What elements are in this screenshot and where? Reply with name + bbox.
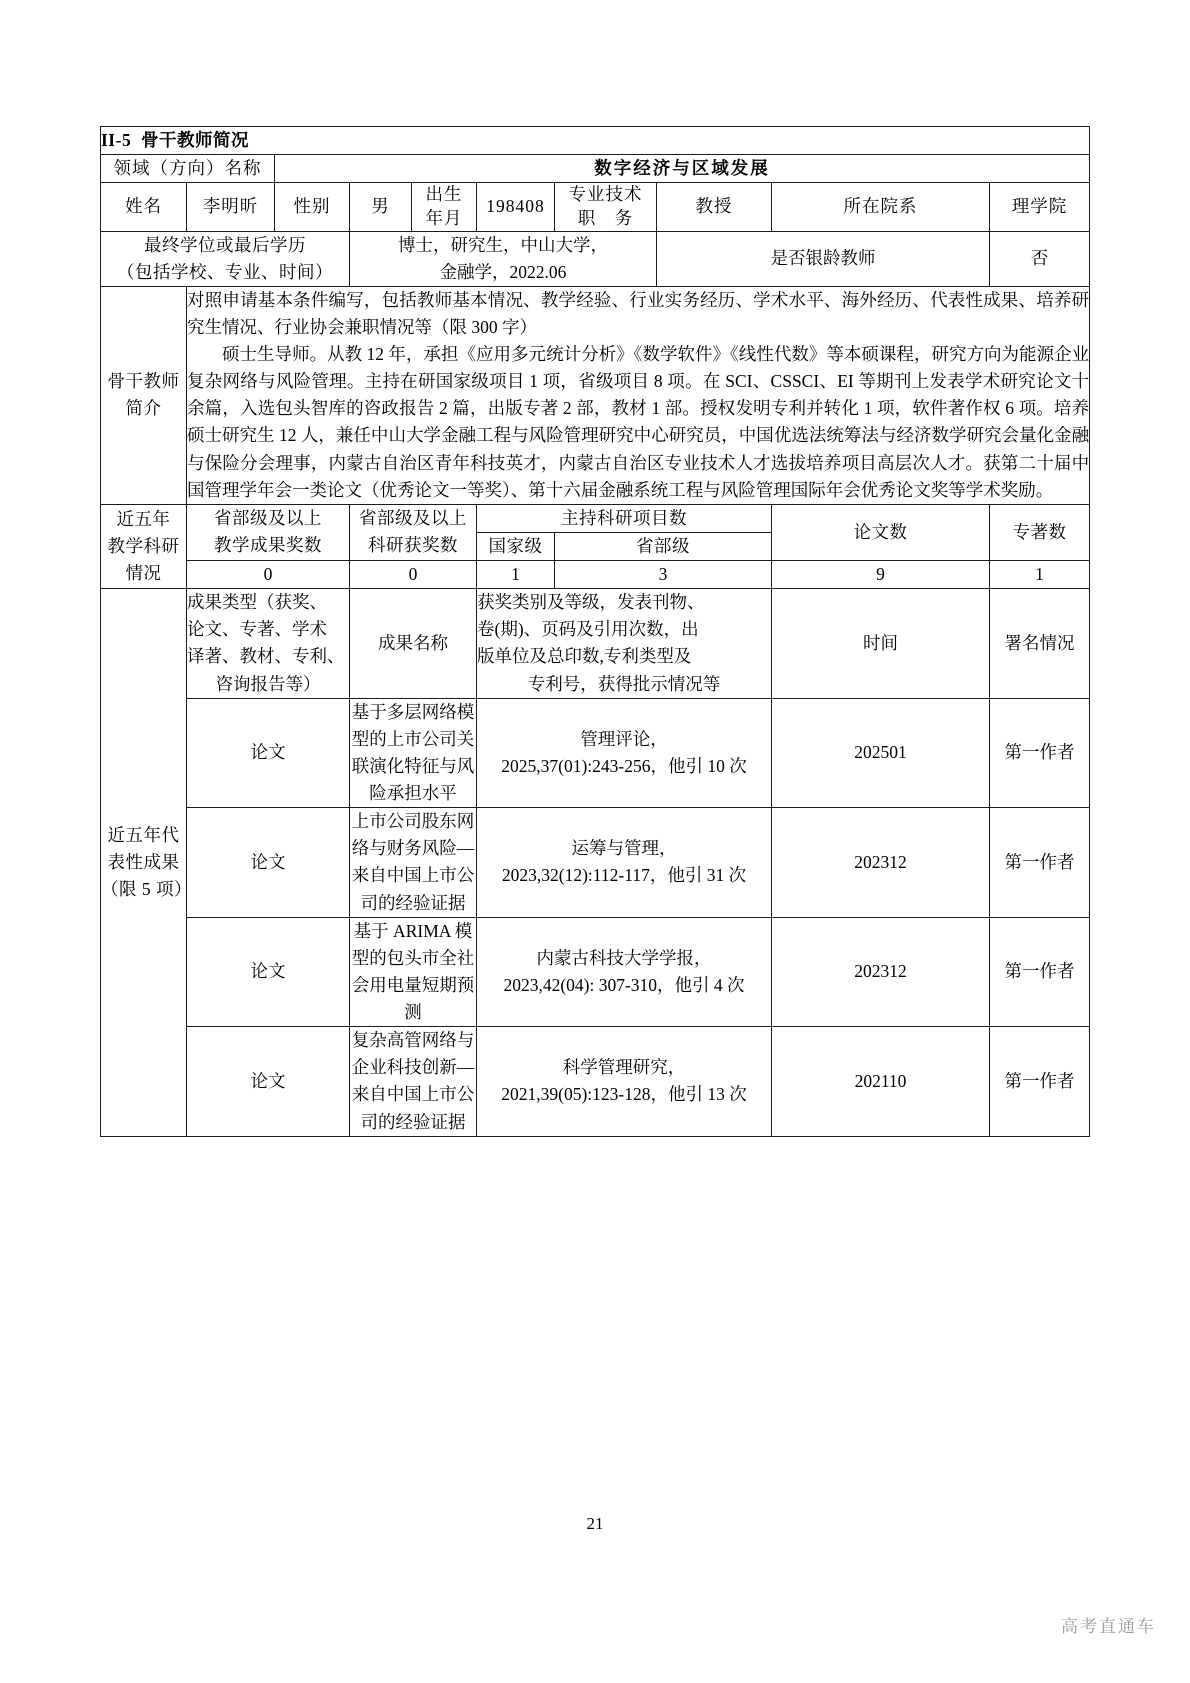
teacher-profile-table [100, 126, 1090, 1137]
achievement-row [101, 1027, 1090, 1137]
achievement-signature: 第一作者 [990, 917, 1090, 1027]
silver-teacher-label: 是否银龄教师 [657, 231, 990, 286]
achievements-header-type-line2: 论文、专著、学术 [187, 619, 327, 640]
stats-value-monographs: 1 [990, 561, 1090, 589]
degree-value-line2: 金融学，2022.06 [439, 261, 567, 282]
achievement-signature: 第一作者 [990, 698, 1090, 808]
achievements-header-detail-line4: 专利号，获得批示情况等 [527, 673, 721, 694]
achievements-header-detail-line1: 获奖类别及等级，发表刊物、 [477, 592, 705, 613]
biography-label [101, 286, 187, 504]
achievements-header-type-line4: 咨询报告等） [215, 673, 321, 694]
achievement-row [101, 698, 1090, 808]
achievement-time: 202312 [772, 917, 990, 1027]
achievement-name: 上市公司股东网络与财务风险—来自中国上市公司的经验证据 [350, 808, 477, 918]
achievement-detail [477, 917, 772, 1027]
achievements-header-detail-line2: 卷(期)、页码及引用次数，出 [477, 619, 699, 640]
name-value: 李明昕 [187, 183, 275, 231]
achievement-time: 202312 [772, 808, 990, 918]
achievement-detail [477, 698, 772, 808]
degree-label-line1: 最终学位或最后学历 [144, 234, 306, 255]
stats-row-label-line3: 情况 [125, 563, 162, 583]
gender-value: 男 [350, 183, 412, 231]
achievements-header-time: 时间 [772, 589, 990, 699]
achievements-row-label-line3: （限 5 项） [101, 878, 192, 899]
achievement-time: 202110 [772, 1027, 990, 1137]
watermark: 高考直通车 [1061, 1617, 1156, 1636]
stats-value-teaching-award: 0 [187, 561, 350, 589]
achievements-row-label [101, 589, 192, 1137]
field-row [101, 155, 1090, 183]
achievement-time: 202501 [772, 698, 990, 808]
achievement-detail-line2: 2023,32(12):112-117，他引 31 次 [501, 865, 747, 886]
section-title-row [101, 127, 1090, 155]
achievements-header-type-line3: 译著、教材、专利、 [187, 646, 345, 667]
section-number: II-5 [101, 130, 132, 150]
degree-label-line2: （包括学校、专业、时间） [117, 261, 333, 282]
achievement-type: 论文 [187, 917, 350, 1027]
achievement-detail-line1: 运筹与管理， [571, 838, 677, 859]
stats-header-teaching-award-line2: 教学成果奖数 [214, 535, 322, 556]
professional-title-label-line1: 专业技术 [568, 184, 643, 205]
achievements-row-label-line1: 近五年代 [107, 824, 180, 845]
stats-value-projects-provincial: 3 [555, 561, 772, 589]
biography-text: 硕士生导师。从教 12 年，承担《应用多元统计分析》《数学软件》《线性代数》等本硕课程，研究方向为能源企业复杂网络与风险管理。主持在研国家级项目 1 项，省级项目 8 项。在 SCI、CSSCI、EI 等期刊上发表学术研究论文十余篇，入选包头智库的咨政报告 2 篇，出版专著 2 部，教材 1 部。授权发明专利并转化 1 项，软件著作权 6 项。培养硕士研究生 12 人，兼任中山大学金融工程与风险管理研究中心研究员，中国优选法统筹法与经济数学研究会量化金融与保险分会理事，内蒙古自治区青年科技英才，内蒙古自治区专业技术人才选拔培养项目高层次人才。获第二十届中国管理学年会一类论文（优秀论文一等奖）、第十六届金融系统工程与风险管理国际年会优秀论文奖等学术奖励。 [187, 344, 1090, 500]
birth-value: 198408 [477, 183, 555, 231]
department-label: 所在院系 [772, 183, 990, 231]
stats-header-projects-group: 主持科研项目数 [477, 504, 772, 532]
achievements-header-signature: 署名情况 [990, 589, 1090, 699]
stats-value-papers: 9 [772, 561, 990, 589]
achievement-signature: 第一作者 [990, 1027, 1090, 1137]
achievement-detail-line1: 科学管理研究， [562, 1057, 686, 1078]
achievement-row [101, 917, 1090, 1027]
professional-title-label [555, 183, 657, 231]
stats-header-projects-provincial: 省部级 [555, 532, 772, 560]
stats-header-row [101, 504, 1090, 532]
achievements-header-detail-line3: 版单位及总印数,专利类型及 [477, 646, 692, 667]
achievements-header-type-line1: 成果类型（获奖、 [187, 592, 327, 613]
achievement-detail-line2: 2021,39(05):123-128，他引 13 次 [501, 1084, 747, 1105]
stats-row-label-line1: 近五年 [116, 508, 171, 529]
achievement-name: 基于多层网络模型的上市公司关联演化特征与风险承担水平 [350, 698, 477, 808]
stats-header-teaching-award-line1: 省部级及以上 [214, 508, 322, 529]
section-title: 骨干教师简况 [140, 130, 249, 150]
section-title-cell [101, 127, 1090, 155]
achievements-header-detail [477, 589, 772, 699]
biography-instruction: 对照申请基本条件编写，包括教师基本情况、教学经验、行业实务经历、学术水平、海外经历、代表性成果、培养研究生情况、行业协会兼职情况等（限 300 字） [187, 289, 1090, 337]
achievement-detail-line2: 2023,42(04): 307-310，他引 4 次 [503, 974, 745, 995]
stats-row-label-line2: 教学科研 [107, 535, 180, 556]
name-label: 姓名 [101, 183, 187, 231]
achievement-type: 论文 [187, 698, 350, 808]
stats-header-teaching-award [187, 504, 350, 560]
degree-value [350, 231, 657, 286]
achievement-type: 论文 [187, 1027, 350, 1137]
silver-teacher-value: 否 [990, 231, 1090, 286]
biography-row [101, 286, 1090, 504]
professional-title-label-line2: 职 务 [577, 207, 634, 228]
stats-header-research-award-line2: 科研获奖数 [368, 535, 458, 556]
field-value: 数字经济与区域发展 [275, 155, 1090, 183]
birth-label [412, 183, 477, 231]
achievements-row-label-line2: 表性成果 [107, 851, 180, 872]
degree-row [101, 231, 1090, 286]
achievement-name: 复杂高管网络与企业科技创新—来自中国上市公司的经验证据 [350, 1027, 477, 1137]
achievement-detail [477, 1027, 772, 1137]
biography-body [187, 286, 1090, 504]
achievements-header-type [187, 589, 350, 699]
birth-label-line2: 年月 [425, 207, 463, 228]
page-number: 21 [586, 1514, 604, 1533]
birth-label-line1: 出生 [425, 184, 463, 205]
achievement-detail-line1: 内蒙古科技大学学报， [536, 947, 712, 968]
achievement-detail-line1: 管理评论， [580, 728, 668, 749]
stats-header-projects-national: 国家级 [477, 532, 555, 560]
stats-header-monographs: 专著数 [990, 504, 1090, 560]
achievement-signature: 第一作者 [990, 808, 1090, 918]
degree-label [101, 231, 350, 286]
biography-label-line2: 简介 [125, 398, 162, 419]
gender-label: 性别 [275, 183, 350, 231]
degree-value-line1: 博士，研究生，中山大学， [398, 234, 608, 255]
biography-label-line1: 骨干教师 [107, 371, 180, 392]
professional-title-value: 教授 [657, 183, 772, 231]
stats-header-research-award [350, 504, 477, 560]
achievements-header-row [101, 589, 1090, 699]
stats-value-research-award: 0 [350, 561, 477, 589]
stats-value-projects-national: 1 [477, 561, 555, 589]
department-value: 理学院 [990, 183, 1090, 231]
achievement-row [101, 808, 1090, 918]
basic-info-row [101, 183, 1090, 231]
achievement-type: 论文 [187, 808, 350, 918]
achievement-name: 基于 ARIMA 模型的包头市全社会用电量短期预测 [350, 917, 477, 1027]
stats-header-papers: 论文数 [772, 504, 990, 560]
stats-row-label [101, 504, 187, 588]
achievement-detail [477, 808, 772, 918]
stats-values-row [101, 561, 1090, 589]
stats-header-research-award-line1: 省部级及以上 [359, 508, 467, 529]
achievements-header-name: 成果名称 [350, 589, 477, 699]
field-label: 领域（方向）名称 [101, 155, 275, 183]
achievement-detail-line2: 2025,37(01):243-256，他引 10 次 [501, 755, 747, 776]
